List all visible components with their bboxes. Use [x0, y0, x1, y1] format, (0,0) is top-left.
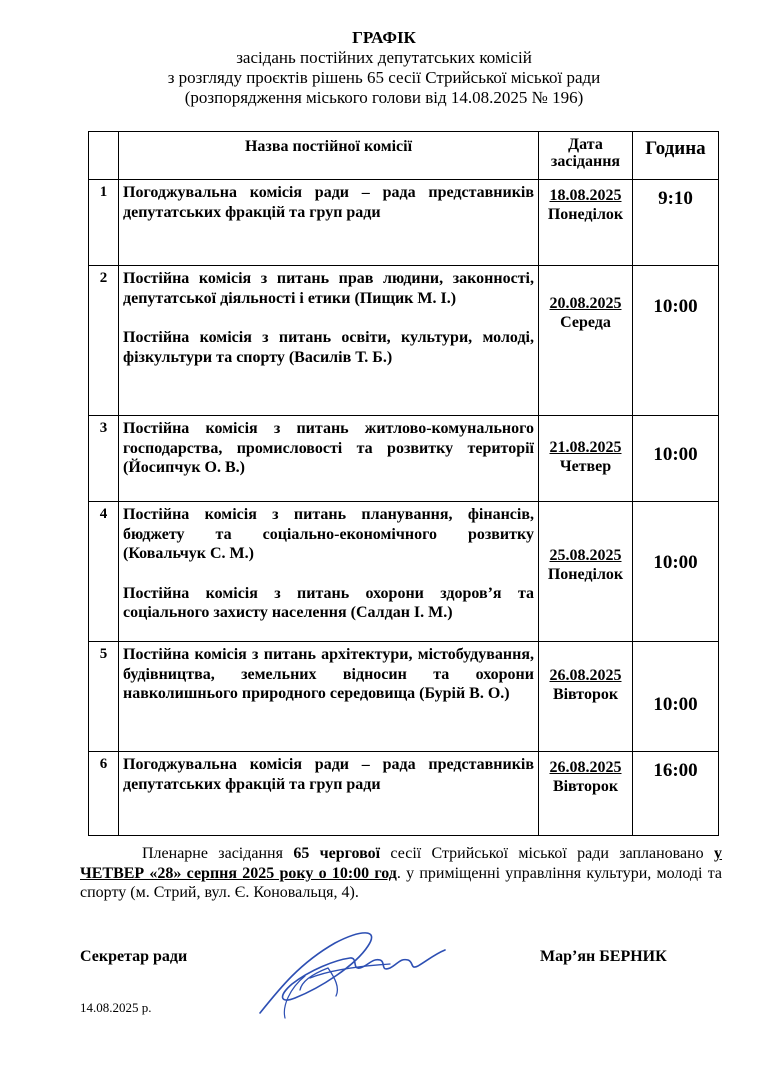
table-row: [89, 416, 719, 502]
meeting-day: Середа: [560, 314, 611, 331]
commission-cell: [119, 502, 539, 642]
meeting-day: Вівторок: [552, 686, 619, 703]
meeting-time: 9:10: [633, 180, 719, 266]
notice-text-2: сесії Стрийської міської ради заплановано: [380, 845, 715, 862]
commission-cell: [119, 416, 539, 502]
commission-name: Погоджувальна комісія ради – рада представників депутатських фракцій та груп ради: [123, 184, 534, 221]
row-number: 2: [89, 266, 119, 416]
row-number: 5: [89, 642, 119, 752]
meeting-day: Понеділок: [547, 206, 624, 223]
document-subtitle-2: з розгляду проєктів рішень 65 сесії Стрийської міської ради: [167, 68, 601, 87]
commission-cell: [119, 642, 539, 752]
table-row: [89, 642, 719, 752]
notice-session-number: 65 чергової: [293, 845, 381, 862]
header-commission-name: Назва постійної комісії: [119, 132, 539, 180]
signer-role: Секретар ради: [80, 948, 188, 965]
meeting-time: 10:00: [633, 502, 719, 642]
schedule-table: [88, 131, 719, 836]
document-subtitle-1: засідань постійних депутатських комісій: [236, 48, 532, 67]
date-cell: [539, 642, 633, 752]
commission-name: Постійна комісія з питань архітектури, містобудування, будівництва, земельних відносин та охорони навколишнього природного середовища (Бурій В. О.): [123, 646, 534, 702]
meeting-time: 10:00: [633, 266, 719, 416]
meeting-date: 26.08.2025: [549, 667, 622, 684]
meeting-day: Понеділок: [547, 566, 624, 583]
notice-session-date: у ЧЕТВЕР «28» серпня 2025 року о 10:00 год: [80, 845, 723, 882]
commission-name: Постійна комісія з питань житлово-комунального господарства, промисловості та розвитку території (Йосипчук О. В.): [123, 420, 534, 476]
plenary-session-notice: [80, 844, 722, 903]
handwritten-signature: [240, 918, 460, 1028]
commission-name: Постійна комісія з питань планування, фінансів, бюджету та соціально-економічного розвитку (Ковальчук С. М.): [123, 506, 534, 562]
meeting-date: 20.08.2025: [549, 295, 622, 312]
meeting-date: 21.08.2025: [549, 439, 622, 456]
document-title: ГРАФІК: [352, 28, 416, 47]
table-row: [89, 752, 719, 836]
meeting-time: 16:00: [633, 752, 719, 836]
date-cell: [539, 266, 633, 416]
document-date: 14.08.2025 р.: [80, 1000, 152, 1015]
table-row: [89, 180, 719, 266]
commission-cell: [119, 752, 539, 836]
meeting-day: Вівторок: [552, 778, 619, 795]
header-date: Дата засідання: [539, 132, 633, 180]
commission-name: Постійна комісія з питань охорони здоров’я та соціального захисту населення (Салдан І. М.): [123, 584, 534, 621]
commission-name: Погоджувальна комісія ради – рада представників депутатських фракцій та груп ради: [123, 756, 534, 793]
date-cell: [539, 180, 633, 266]
commission-name: Постійна комісія з питань освіти, культури, молоді, фізкультури та спорту (Василів Т. Б.): [123, 329, 534, 366]
row-number: 4: [89, 502, 119, 642]
notice-text-1: Пленарне засідання: [142, 845, 294, 862]
meeting-day: Четвер: [559, 458, 612, 475]
document-header: [0, 28, 768, 108]
table-header-row: [89, 132, 719, 180]
notice-text-3: . у приміщенні управління культури, молоді та спорту (м. Стрий, вул. Є. Коновальця, 4).: [80, 864, 723, 901]
commission-cell: [119, 266, 539, 416]
meeting-time: 10:00: [633, 416, 719, 502]
row-number: 6: [89, 752, 119, 836]
signer-name: Мар’ян БЕРНИК: [540, 948, 667, 965]
date-cell: [539, 416, 633, 502]
table-row: [89, 266, 719, 416]
table-row: [89, 502, 719, 642]
date-cell: [539, 752, 633, 836]
document-subtitle-3: (розпорядження міського голови від 14.08.2025 № 196): [184, 88, 584, 107]
row-number: 3: [89, 416, 119, 502]
row-number: 1: [89, 180, 119, 266]
header-time: Година: [633, 132, 719, 180]
commission-cell: [119, 180, 539, 266]
commission-name: Постійна комісія з питань прав людини, законності, депутатської діяльності і етики (Пищик М. І.): [123, 270, 534, 307]
meeting-time: 10:00: [633, 642, 719, 752]
meeting-date: 26.08.2025: [549, 759, 622, 776]
date-cell: [539, 502, 633, 642]
meeting-date: 18.08.2025: [549, 187, 622, 204]
header-num: [89, 132, 119, 180]
meeting-date: 25.08.2025: [549, 547, 622, 564]
